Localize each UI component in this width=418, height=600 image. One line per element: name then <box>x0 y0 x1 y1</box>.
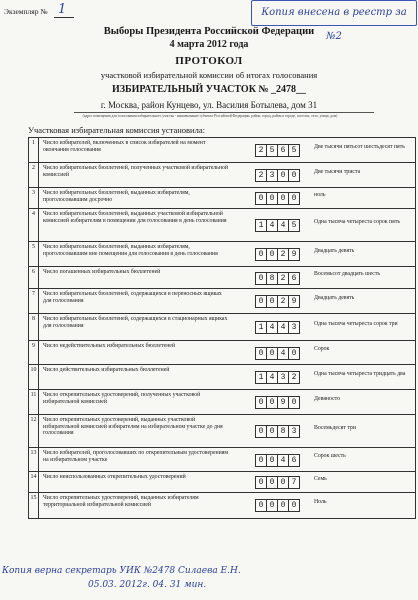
digit-box: 0 <box>277 169 289 182</box>
row-number: 5 <box>29 242 39 266</box>
digit-box: 4 <box>266 219 278 232</box>
digit-box: 5 <box>288 144 300 157</box>
row-label: Число избирательных бюллетеней, содержащихся в стационарных ящиках для голосования <box>43 316 228 329</box>
row-number: 6 <box>29 267 39 288</box>
copy-number-underline <box>54 17 74 18</box>
digit-box: 0 <box>277 476 289 489</box>
row-label: Число открепительных удостоверений, полученных участковой избирательной комиссией <box>43 392 201 405</box>
digit-box: 0 <box>277 499 289 512</box>
digit-box: 4 <box>266 321 278 334</box>
election-title: Выборы Президента Российской Федерации <box>103 26 315 37</box>
digit-box: 0 <box>288 499 300 512</box>
row-label: Число избирательных бюллетеней, содержащихся в переносных ящиках для голосования <box>43 291 222 304</box>
table-row <box>29 138 415 163</box>
value-in-words: Две тысячи триста <box>314 169 361 175</box>
row-number: 3 <box>29 188 39 208</box>
value-in-words: ноль <box>314 192 326 198</box>
table-row <box>29 242 415 267</box>
digit-box: 2 <box>277 272 289 285</box>
value-in-words: Восемьсот двадцать шесть <box>314 271 381 277</box>
digit-box: 0 <box>255 272 267 285</box>
row-label: Число открепительных удостоверений, выданных избирателям территориальной избирательной комиссией <box>43 495 199 508</box>
digit-box: 4 <box>277 321 289 334</box>
table-row <box>29 314 415 341</box>
protocol-heading: ПРОТОКОЛ <box>175 55 243 67</box>
digit-box: 0 <box>266 248 278 261</box>
value-in-words: Сорок <box>314 346 330 352</box>
digit-box: 0 <box>266 347 278 360</box>
row-label: Число открепительных удостоверений, выданных участковой избирательной комиссией избирателям на избирательном участке до дня голосования <box>43 417 223 437</box>
digit-box: 1 <box>255 371 267 384</box>
digit-box: 9 <box>288 248 300 261</box>
row-number: 7 <box>29 289 39 313</box>
digit-boxes <box>255 192 299 205</box>
registry-stamp: Копия внесена в реестр за №2 <box>251 0 417 26</box>
row-number: 12 <box>29 415 39 447</box>
results-table <box>28 137 416 519</box>
value-in-words: Семь <box>314 476 327 482</box>
table-row <box>29 209 415 242</box>
row-label: Число избирательных бюллетеней, выданных участковой избирательной комиссией избирателям в помещении для голосования в день голосования <box>43 211 227 224</box>
digit-box: 0 <box>288 192 300 205</box>
digit-box: 0 <box>255 425 267 438</box>
table-row <box>29 415 415 448</box>
table-row <box>29 163 415 188</box>
digit-boxes <box>255 425 299 438</box>
row-label: Число избирательных бюллетеней, выданных избирателям, проголосовавшим вне помещения для голосования в день голосования <box>43 244 218 257</box>
digit-box: 6 <box>288 454 300 467</box>
digit-box: 4 <box>277 219 289 232</box>
digit-box: 0 <box>255 454 267 467</box>
protocol-subtitle: участковой избирательной комиссии об итогах голосования <box>100 70 318 80</box>
address-caption: (адрес помещения для голосования избирательного участка - наименование субъекта Российской Федерации, район, город, район в городе, поселок, село, улица, дом) <box>82 114 338 118</box>
table-row <box>29 289 415 314</box>
table-row <box>29 365 415 390</box>
digit-box: 0 <box>266 499 278 512</box>
value-in-words: Двадцать девять <box>314 248 355 254</box>
digit-box: 0 <box>255 476 267 489</box>
polling-station-address: г. Москва, район Кунцево, ул. Василия Ботылева, дом 31 <box>100 100 318 110</box>
digit-boxes <box>255 396 299 409</box>
digit-box: 3 <box>288 321 300 334</box>
value-in-words: Ноль <box>314 499 327 505</box>
digit-boxes <box>255 219 299 232</box>
digit-box: 2 <box>255 169 267 182</box>
value-in-words: Девяносто <box>314 396 340 402</box>
row-number: 2 <box>29 163 39 187</box>
digit-box: 0 <box>255 396 267 409</box>
digit-box: 0 <box>288 396 300 409</box>
digit-box: 2 <box>288 371 300 384</box>
digit-boxes <box>255 169 299 182</box>
value-in-words: Двадцать девять <box>314 295 355 301</box>
digit-box: 6 <box>288 272 300 285</box>
digit-boxes <box>255 272 299 285</box>
digit-box: 2 <box>277 295 289 308</box>
digit-box: 0 <box>266 192 278 205</box>
digit-boxes <box>255 321 299 334</box>
value-in-words: Две тысячи пятьсот шестьдесят пять <box>314 144 405 150</box>
digit-boxes <box>255 476 299 489</box>
row-number: 14 <box>29 472 39 492</box>
digit-box: 9 <box>277 396 289 409</box>
row-number: 15 <box>29 493 39 518</box>
table-row <box>29 188 415 209</box>
digit-boxes <box>255 248 299 261</box>
digit-box: 8 <box>266 272 278 285</box>
value-in-words: Восемьдесят три <box>314 425 356 431</box>
digit-box: 5 <box>266 144 278 157</box>
table-row <box>29 493 415 518</box>
value-in-words: Одна тысяча четыреста тридцать два <box>314 371 406 377</box>
digit-boxes <box>255 295 299 308</box>
digit-box: 1 <box>255 321 267 334</box>
digit-boxes <box>255 499 299 512</box>
digit-box: 3 <box>288 425 300 438</box>
certification-date: 05.03. 2012г. 04. 31 мин. <box>88 580 207 590</box>
digit-box: 0 <box>266 425 278 438</box>
digit-box: 6 <box>277 144 289 157</box>
copy-number-value: 1 <box>58 2 67 17</box>
section-heading: Участковая избирательная комиссия установила: <box>28 125 205 135</box>
digit-boxes <box>255 144 299 157</box>
value-in-words: Одна тысяча четыреста сорок три <box>314 321 398 327</box>
certification-note: Копия верна секретарь УИК №2478 Силаева Е.Н. <box>2 566 241 576</box>
value-in-words: Сорок шесть <box>314 453 346 459</box>
row-label: Число недействительных избирательных бюллетеней <box>43 343 175 349</box>
election-date: 4 марта 2012 года <box>169 39 249 50</box>
digit-box: 0 <box>266 396 278 409</box>
digit-box: 2 <box>255 144 267 157</box>
row-label: Число избирателей, проголосовавших по открепительным удостоверениям на избирательном участке <box>43 450 229 463</box>
digit-boxes <box>255 454 299 467</box>
digit-box: 9 <box>288 295 300 308</box>
digit-box: 0 <box>266 295 278 308</box>
row-label: Число действительных избирательных бюллетеней <box>43 367 170 373</box>
copy-number-label: Экземпляр № <box>4 7 48 16</box>
digit-box: 4 <box>266 371 278 384</box>
digit-box: 0 <box>266 454 278 467</box>
table-row <box>29 267 415 289</box>
row-number: 11 <box>29 390 39 414</box>
row-label: Число избирательных бюллетеней, полученных участковой избирательной комиссией <box>43 165 228 178</box>
digit-boxes <box>255 371 299 384</box>
row-number: 4 <box>29 209 39 241</box>
digit-box: 0 <box>255 248 267 261</box>
table-row <box>29 448 415 472</box>
digit-box: 4 <box>277 347 289 360</box>
digit-box: 0 <box>266 476 278 489</box>
digit-box: 5 <box>288 219 300 232</box>
digit-box: 7 <box>288 476 300 489</box>
digit-box: 0 <box>277 192 289 205</box>
row-number: 10 <box>29 365 39 389</box>
table-row <box>29 341 415 365</box>
row-label: Число избирателей, включенных в список избирателей на момент окончания голосования <box>43 140 206 153</box>
digit-box: 0 <box>255 347 267 360</box>
row-number: 9 <box>29 341 39 364</box>
digit-box: 8 <box>277 425 289 438</box>
digit-box: 3 <box>266 169 278 182</box>
digit-box: 3 <box>277 371 289 384</box>
digit-box: 0 <box>288 169 300 182</box>
table-row <box>29 390 415 415</box>
value-in-words: Одна тысяча четыреста сорок пять <box>314 219 400 225</box>
digit-box: 2 <box>277 248 289 261</box>
row-number: 8 <box>29 314 39 340</box>
digit-box: 4 <box>277 454 289 467</box>
row-label: Число избирательных бюллетеней, выданных избирателям, проголосовавшим досрочно <box>43 190 190 203</box>
table-row <box>29 472 415 493</box>
row-label: Число погашенных избирательных бюллетеней <box>43 269 161 275</box>
address-underline <box>74 112 374 113</box>
digit-box: 1 <box>255 219 267 232</box>
polling-station-number: ИЗБИРАТЕЛЬНЫЙ УЧАСТОК № _2478__ <box>111 84 306 95</box>
digit-box: 0 <box>255 192 267 205</box>
digit-box: 0 <box>255 499 267 512</box>
digit-boxes <box>255 347 299 360</box>
row-number: 1 <box>29 138 39 162</box>
digit-box: 0 <box>255 295 267 308</box>
digit-box: 0 <box>288 347 300 360</box>
row-label: Число неиспользованных открепительных удостоверений <box>43 474 186 480</box>
row-number: 13 <box>29 448 39 471</box>
